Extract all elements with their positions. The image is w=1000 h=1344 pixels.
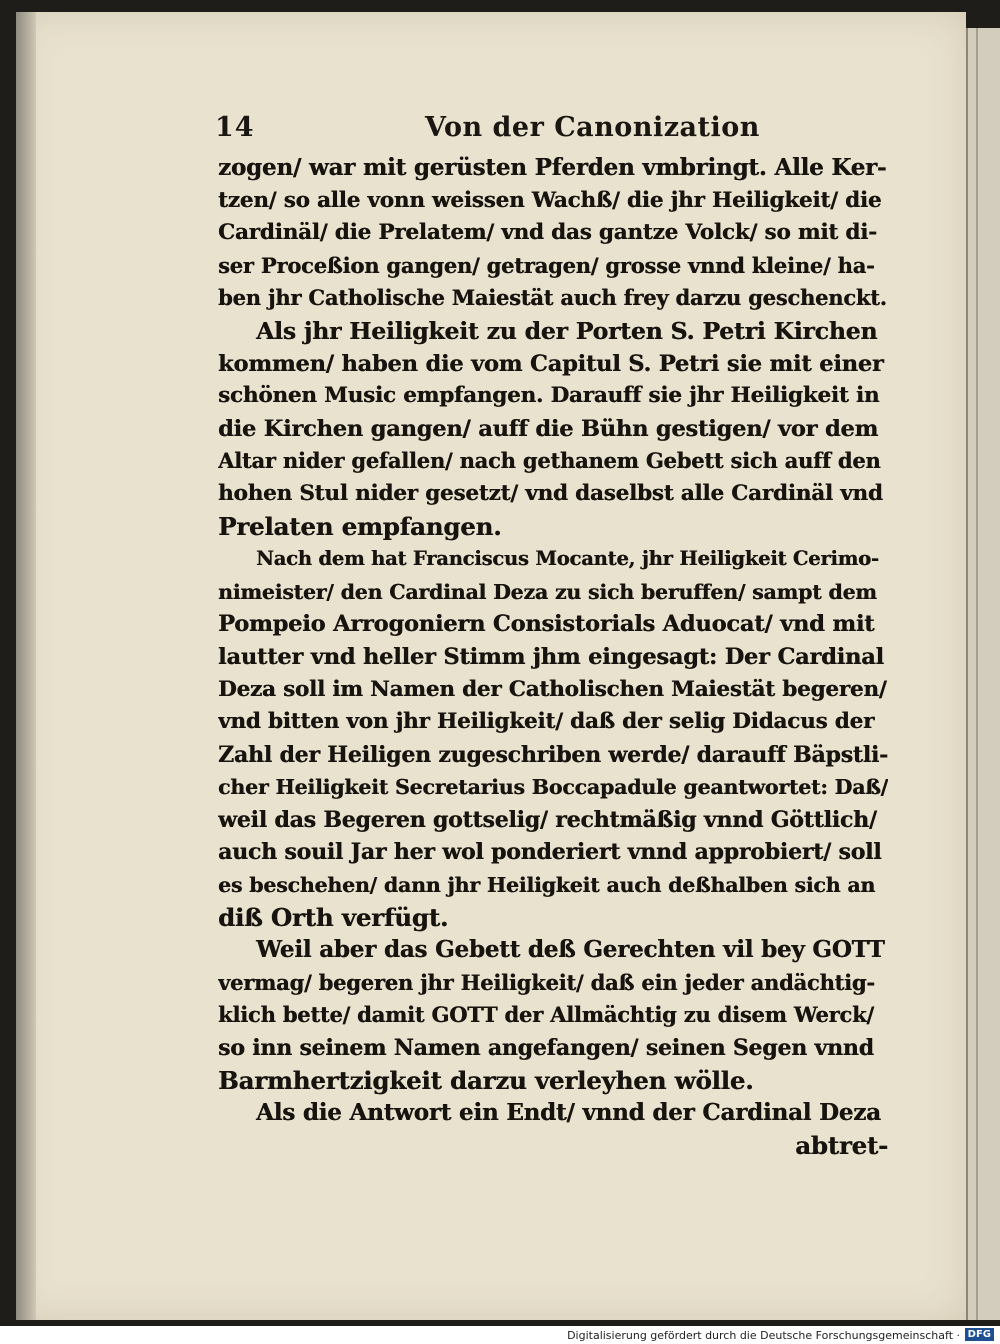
text-line: abtret- <box>795 1130 888 1160</box>
text-line: schönen Music empfangen. Darauff sie jhr Heiligkeit in <box>218 383 880 409</box>
text-line: ser Proceßion gangen/ getragen/ grosse vnnd kleine/ ha- <box>218 252 875 278</box>
running-title: Von der Canonization <box>425 112 760 143</box>
page-edge-strip <box>976 28 978 1320</box>
page-gutter <box>16 12 36 1320</box>
text-line: Altar nider gefallen/ nach gethanem Gebett sich auff den <box>218 448 881 474</box>
text-line: Barmhertzigkeit darzu verleyhen wölle. <box>218 1065 754 1095</box>
text-line: tzen/ so alle vonn weissen Wachß/ die jhr Heiligkeit/ die <box>218 187 882 213</box>
text-line: Als jhr Heiligkeit zu der Porten S. Petri Kirchen <box>256 316 878 345</box>
text-line: es beschehen/ dann jhr Heiligkeit auch deßhalben sich an <box>218 873 876 898</box>
text-line: klich bette/ damit GOTT der Allmächtig zu disem Werck/ <box>218 1002 874 1028</box>
text-line: hohen Stul nider gesetzt/ vnd daselbst alle Cardinäl vnd <box>218 480 883 506</box>
body-text <box>218 152 888 1162</box>
text-line: ben jhr Catholische Maiestät auch frey darzu geschenckt. <box>218 285 887 311</box>
page-number: 14 <box>215 112 255 143</box>
text-line: nimeister/ den Cardinal Deza zu sich beruffen/ sampt dem <box>218 579 877 604</box>
text-line: Zahl der Heiligen zugeschriben werde/ darauff Bäpstli- <box>218 741 888 768</box>
text-line: Cardinäl/ die Prelatem/ vnd das gantze Volck/ so mit di- <box>218 220 877 246</box>
text-line: Pompeio Arrogoniern Consistorials Aduocat/ vnd mit <box>218 611 875 638</box>
text-line: weil das Begeren gottselig/ rechtmäßig vnnd Göttlich/ <box>218 806 877 833</box>
text-line: Als die Antwort ein Endt/ vnnd der Cardinal Deza <box>256 1099 881 1127</box>
text-line: vermag/ begeren jhr Heiligkeit/ daß ein jeder andächtig- <box>218 969 875 995</box>
text-line: so inn seinem Namen angefangen/ seinen Segen vnnd <box>218 1035 874 1062</box>
text-line: diß Orth verfügt. <box>218 902 449 932</box>
text-line: Nach dem hat Franciscus Mocante, jhr Heiligkeit Cerimo- <box>256 547 879 571</box>
dfg-logo: DFG <box>965 1328 994 1341</box>
text-line: lautter vnd heller Stimm jhm eingesagt: Der Cardinal <box>218 643 884 670</box>
text-line: die Kirchen gangen/ auff die Bühn gestigen/ vor dem <box>218 415 879 442</box>
text-line: zogen/ war mit gerüsten Pferden vmbringt. Alle Ker- <box>218 154 887 181</box>
running-head <box>215 112 895 152</box>
text-line: Weil aber das Gebett deß Gerechten vil bey GOTT <box>256 936 885 964</box>
text-line: Prelaten empfangen. <box>218 511 502 541</box>
footer-credit: Digitalisierung gefördert durch die Deutsche Forschungsgemeinschaft · <box>567 1329 960 1342</box>
text-line: cher Heiligkeit Secretarius Boccapadule geantwortet: Daß/ <box>218 775 888 800</box>
text-line: vnd bitten von jhr Heiligkeit/ daß der selig Didacus der <box>218 709 875 735</box>
next-page-edge <box>966 28 1000 1320</box>
text-line: auch souil Jar her wol ponderiert vnnd approbiert/ soll <box>218 839 882 866</box>
text-line: Deza soll im Namen der Catholischen Maiestät begeren/ <box>218 676 887 702</box>
text-line: kommen/ haben die vom Capitul S. Petri sie mit einer <box>218 350 884 377</box>
